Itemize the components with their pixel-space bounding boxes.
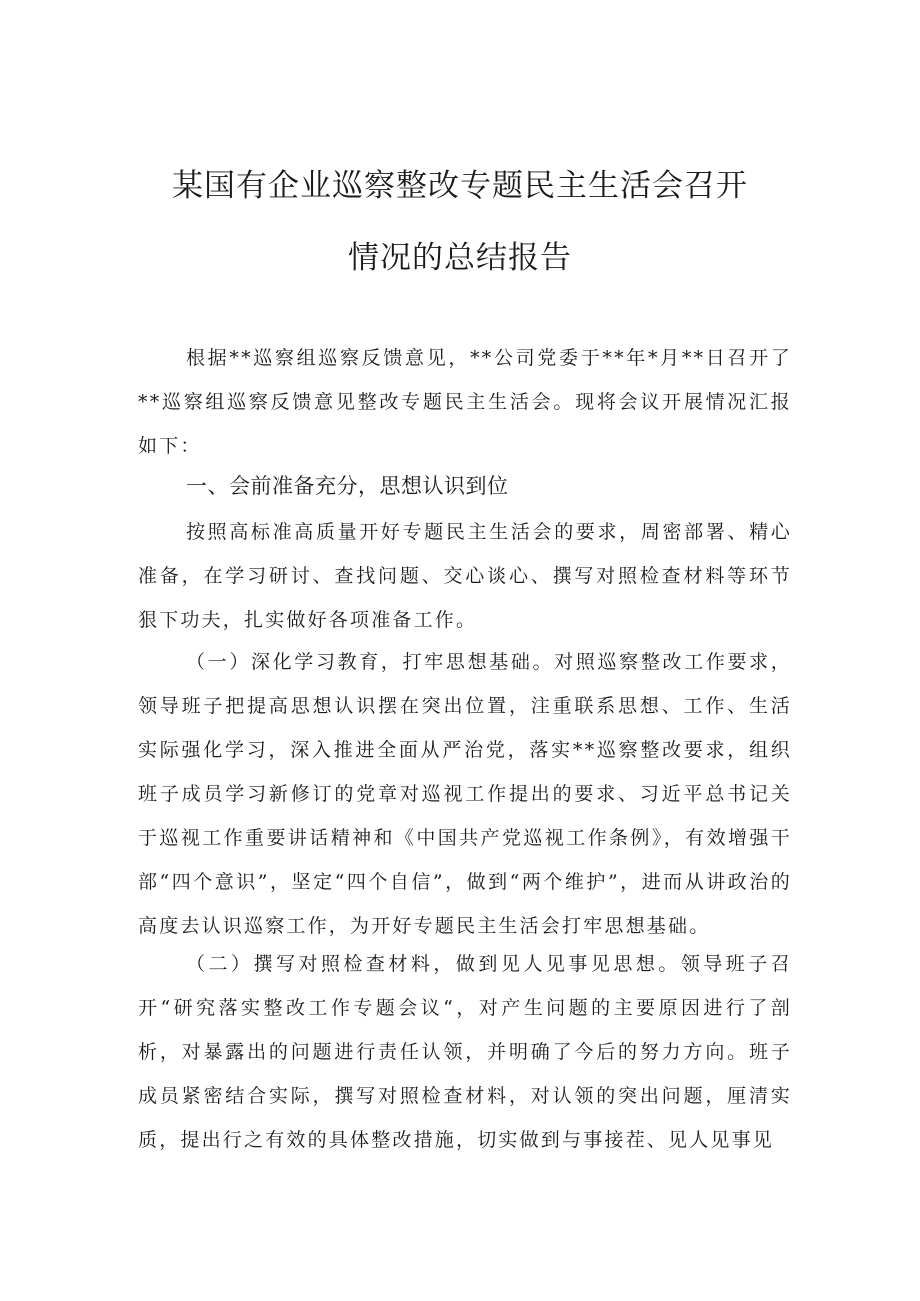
subsection-1-paragraph: （一）深化学习教育，打牢思想基础。对照巡察整改工作要求，领导班子把提高思想认识摆在突出位置，注重联系思想、工作、生活实际强化学习，深入推进全面从严治党，落实**巡察整改要求，组织班子成员学习新修订的党章对巡视工作提出的要求、习近平总书记关于巡视工作重要讲话精神和《中国共产党巡视工作条例》，有效增强干部“四个意识”，坚定“四个自信”，做到“两个维护”，进而从讲政治的高度去认识巡察工作，为开好专题民主生活会打牢思想基础。 bbox=[138, 651, 792, 937]
document-title-line-2: 情况的总结报告 bbox=[348, 240, 572, 276]
document-title-line-1: 某国有企业巡察整改专题民主生活会召开 bbox=[172, 168, 748, 204]
intro-paragraph: 根据**巡察组巡察反馈意见，**公司党委于**年*月**日召开了**巡察组巡察反馈意见整改专题民主生活会。现将会议开展情况汇报如下： bbox=[138, 347, 792, 457]
subsection-2-paragraph: （二）撰写对照检查材料，做到见人见事见思想。领导班子召开“研究落实整改工作专题会议“，对产生问题的主要原因进行了剖析，对暴露出的问题进行责任认领，并明确了今后的努力方向。班子成员紧密结合实际，撰写对照检查材料，对认领的突出问题，厘清实质，提出行之有效的具体整改措施，切实做到与事接茬、见人见事见 bbox=[138, 953, 792, 1151]
section-1-heading: 一、会前准备充分，思想认识到位 bbox=[186, 474, 509, 498]
section-1-paragraph: 按照高标准高质量开好专题民主生活会的要求，周密部署、精心准备，在学习研讨、查找问题、交心谈心、撰写对照检查材料等环节狠下功夫，扎实做好各项准备工作。 bbox=[138, 521, 792, 631]
